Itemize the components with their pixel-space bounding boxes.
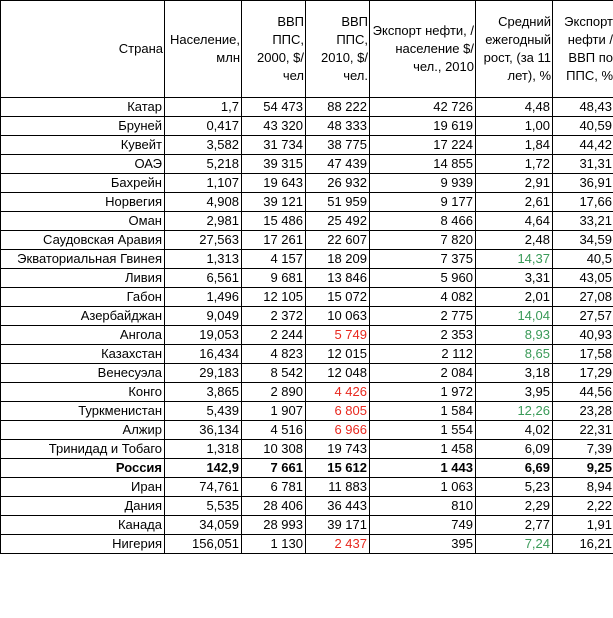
oil-export-share-cell: 9,25 (553, 459, 613, 478)
table-row (1, 383, 613, 402)
country-cell: Дания (1, 497, 165, 516)
gdp-2000-cell: 15 486 (242, 212, 306, 231)
country-cell: Бруней (1, 117, 165, 136)
avg-growth-cell: 3,18 (476, 364, 553, 383)
oil-export-per-capita-cell: 1 063 (370, 478, 476, 497)
gdp-2010-cell: 15 072 (306, 288, 370, 307)
gdp-2000-cell: 12 105 (242, 288, 306, 307)
oil-export-per-capita-cell: 14 855 (370, 155, 476, 174)
table-row (1, 516, 613, 535)
country-cell: Тринидад и Тобаго (1, 440, 165, 459)
table-row (1, 117, 613, 136)
country-cell: Нигерия (1, 535, 165, 554)
avg-growth-cell: 2,61 (476, 193, 553, 212)
avg-growth-cell: 5,23 (476, 478, 553, 497)
oil-export-share-cell: 44,56 (553, 383, 613, 402)
gdp-2010-cell: 47 439 (306, 155, 370, 174)
oil-export-per-capita-cell: 42 726 (370, 98, 476, 117)
oil-export-share-cell: 36,91 (553, 174, 613, 193)
oil-export-share-cell: 17,66 (553, 193, 613, 212)
table-row (1, 269, 613, 288)
gdp-2000-cell: 7 661 (242, 459, 306, 478)
oil-export-per-capita-cell: 395 (370, 535, 476, 554)
table-row (1, 212, 613, 231)
avg-growth-cell: 4,64 (476, 212, 553, 231)
avg-growth-cell: 1,84 (476, 136, 553, 155)
table-row (1, 421, 613, 440)
avg-growth-cell: 8,93 (476, 326, 553, 345)
gdp-2010-cell: 26 932 (306, 174, 370, 193)
country-cell: Саудовская Аравия (1, 231, 165, 250)
oil-export-per-capita-cell: 7 375 (370, 250, 476, 269)
gdp-2000-cell: 9 681 (242, 269, 306, 288)
country-cell: Ливия (1, 269, 165, 288)
avg-growth-cell: 2,48 (476, 231, 553, 250)
avg-growth-cell: 4,02 (476, 421, 553, 440)
country-cell: Катар (1, 98, 165, 117)
oil-export-share-cell: 23,28 (553, 402, 613, 421)
gdp-2010-cell: 11 883 (306, 478, 370, 497)
population-cell: 29,183 (165, 364, 242, 383)
gdp-2000-cell: 1 907 (242, 402, 306, 421)
gdp-2000-cell: 54 473 (242, 98, 306, 117)
gdp-2010-cell: 6 966 (306, 421, 370, 440)
table-row (1, 193, 613, 212)
oil-export-per-capita-cell: 2 353 (370, 326, 476, 345)
table-row (1, 345, 613, 364)
gdp-2010-cell: 36 443 (306, 497, 370, 516)
oil-export-per-capita-cell: 8 466 (370, 212, 476, 231)
table-row (1, 288, 613, 307)
oil-export-per-capita-cell: 1 443 (370, 459, 476, 478)
gdp-2000-cell: 4 516 (242, 421, 306, 440)
country-cell: Туркменистан (1, 402, 165, 421)
header-avg-growth: Средний ежегодный рост, (за 11 лет), % (476, 1, 553, 98)
table-row (1, 98, 613, 117)
table-row (1, 326, 613, 345)
population-cell: 3,582 (165, 136, 242, 155)
oil-export-share-cell: 8,94 (553, 478, 613, 497)
oil-export-share-cell: 40,93 (553, 326, 613, 345)
avg-growth-cell: 3,95 (476, 383, 553, 402)
table-row (1, 440, 613, 459)
oil-export-share-cell: 1,91 (553, 516, 613, 535)
avg-growth-cell: 14,37 (476, 250, 553, 269)
oil-export-per-capita-cell: 9 177 (370, 193, 476, 212)
country-cell: Канада (1, 516, 165, 535)
population-cell: 5,218 (165, 155, 242, 174)
avg-growth-cell: 6,09 (476, 440, 553, 459)
gdp-2000-cell: 2 372 (242, 307, 306, 326)
oil-export-share-cell: 22,31 (553, 421, 613, 440)
population-cell: 1,7 (165, 98, 242, 117)
population-cell: 74,761 (165, 478, 242, 497)
table-row (1, 155, 613, 174)
gdp-2000-cell: 28 993 (242, 516, 306, 535)
gdp-2010-cell: 5 749 (306, 326, 370, 345)
gdp-2010-cell: 2 437 (306, 535, 370, 554)
avg-growth-cell: 14,04 (476, 307, 553, 326)
avg-growth-cell: 2,77 (476, 516, 553, 535)
country-cell: ОАЭ (1, 155, 165, 174)
oil-export-per-capita-cell: 1 554 (370, 421, 476, 440)
avg-growth-cell: 2,01 (476, 288, 553, 307)
population-cell: 156,051 (165, 535, 242, 554)
country-cell: Бахрейн (1, 174, 165, 193)
gdp-2000-cell: 43 320 (242, 117, 306, 136)
gdp-2000-cell: 10 308 (242, 440, 306, 459)
avg-growth-cell: 2,91 (476, 174, 553, 193)
header-country: Страна (1, 1, 165, 98)
population-cell: 36,134 (165, 421, 242, 440)
gdp-2010-cell: 19 743 (306, 440, 370, 459)
population-cell: 1,313 (165, 250, 242, 269)
oil-export-share-cell: 7,39 (553, 440, 613, 459)
population-cell: 1,107 (165, 174, 242, 193)
gdp-2000-cell: 28 406 (242, 497, 306, 516)
population-cell: 3,865 (165, 383, 242, 402)
gdp-2010-cell: 25 492 (306, 212, 370, 231)
header-population: Население, млн (165, 1, 242, 98)
population-cell: 19,053 (165, 326, 242, 345)
gdp-2010-cell: 4 426 (306, 383, 370, 402)
gdp-2000-cell: 39 121 (242, 193, 306, 212)
gdp-2000-cell: 17 261 (242, 231, 306, 250)
avg-growth-cell: 1,00 (476, 117, 553, 136)
gdp-2000-cell: 31 734 (242, 136, 306, 155)
population-cell: 142,9 (165, 459, 242, 478)
avg-growth-cell: 1,72 (476, 155, 553, 174)
table-row (1, 307, 613, 326)
table-row (1, 250, 613, 269)
header-gdp-2010: ВВП ППС, 2010, $/чел. (306, 1, 370, 98)
gdp-2000-cell: 4 823 (242, 345, 306, 364)
oil-export-share-cell: 27,57 (553, 307, 613, 326)
gdp-2010-cell: 38 775 (306, 136, 370, 155)
oil-export-per-capita-cell: 810 (370, 497, 476, 516)
oil-export-share-cell: 48,43 (553, 98, 613, 117)
gdp-2010-cell: 6 805 (306, 402, 370, 421)
oil-export-per-capita-cell: 1 584 (370, 402, 476, 421)
oil-export-share-cell: 34,59 (553, 231, 613, 250)
country-cell: Азербайджан (1, 307, 165, 326)
gdp-2000-cell: 39 315 (242, 155, 306, 174)
header-oil-export-per-capita: Экспорт нефти, /население $/чел., 2010 (370, 1, 476, 98)
table-row (1, 535, 613, 554)
oil-export-per-capita-cell: 19 619 (370, 117, 476, 136)
table-row (1, 364, 613, 383)
population-cell: 1,496 (165, 288, 242, 307)
country-cell: Оман (1, 212, 165, 231)
gdp-2010-cell: 12 048 (306, 364, 370, 383)
country-cell: Экваториальная Гвинея (1, 250, 165, 269)
oil-export-share-cell: 17,58 (553, 345, 613, 364)
avg-growth-cell: 3,31 (476, 269, 553, 288)
avg-growth-cell: 6,69 (476, 459, 553, 478)
avg-growth-cell: 2,29 (476, 497, 553, 516)
oil-export-share-cell: 43,05 (553, 269, 613, 288)
table-row (1, 174, 613, 193)
population-cell: 5,535 (165, 497, 242, 516)
oil-export-share-cell: 40,5 (553, 250, 613, 269)
gdp-2000-cell: 4 157 (242, 250, 306, 269)
gdp-2010-cell: 12 015 (306, 345, 370, 364)
gdp-2000-cell: 2 244 (242, 326, 306, 345)
oil-export-per-capita-cell: 5 960 (370, 269, 476, 288)
gdp-2000-cell: 1 130 (242, 535, 306, 554)
table-row (1, 497, 613, 516)
country-cell: Норвегия (1, 193, 165, 212)
gdp-2010-cell: 39 171 (306, 516, 370, 535)
oil-export-share-cell: 33,21 (553, 212, 613, 231)
avg-growth-cell: 7,24 (476, 535, 553, 554)
table-row (1, 459, 613, 478)
table-row (1, 402, 613, 421)
population-cell: 0,417 (165, 117, 242, 136)
gdp-2000-cell: 6 781 (242, 478, 306, 497)
gdp-2000-cell: 8 542 (242, 364, 306, 383)
oil-export-per-capita-cell: 7 820 (370, 231, 476, 250)
oil-export-per-capita-cell: 2 775 (370, 307, 476, 326)
avg-growth-cell: 8,65 (476, 345, 553, 364)
country-cell: Ангола (1, 326, 165, 345)
country-cell: Конго (1, 383, 165, 402)
oil-export-share-cell: 17,29 (553, 364, 613, 383)
oil-export-per-capita-cell: 17 224 (370, 136, 476, 155)
population-cell: 5,439 (165, 402, 242, 421)
oil-export-per-capita-cell: 1 458 (370, 440, 476, 459)
table-row (1, 231, 613, 250)
population-cell: 16,434 (165, 345, 242, 364)
table-row (1, 478, 613, 497)
population-cell: 27,563 (165, 231, 242, 250)
gdp-2000-cell: 19 643 (242, 174, 306, 193)
population-cell: 34,059 (165, 516, 242, 535)
population-cell: 2,981 (165, 212, 242, 231)
table-row (1, 136, 613, 155)
oil-export-share-cell: 27,08 (553, 288, 613, 307)
gdp-2010-cell: 13 846 (306, 269, 370, 288)
oil-export-share-cell: 44,42 (553, 136, 613, 155)
country-cell: Казахстан (1, 345, 165, 364)
oil-export-per-capita-cell: 749 (370, 516, 476, 535)
gdp-2010-cell: 22 607 (306, 231, 370, 250)
header-oil-export-share: Экспорт нефти / ВВП по ППС, % (553, 1, 613, 98)
gdp-2010-cell: 88 222 (306, 98, 370, 117)
oil-export-per-capita-cell: 4 082 (370, 288, 476, 307)
oil-export-per-capita-cell: 1 972 (370, 383, 476, 402)
oil-export-share-cell: 31,31 (553, 155, 613, 174)
population-cell: 4,908 (165, 193, 242, 212)
oil-export-share-cell: 2,22 (553, 497, 613, 516)
gdp-2010-cell: 10 063 (306, 307, 370, 326)
header-gdp-2000: ВВП ППС, 2000, $/чел (242, 1, 306, 98)
avg-growth-cell: 4,48 (476, 98, 553, 117)
population-cell: 9,049 (165, 307, 242, 326)
oil-export-share-cell: 40,59 (553, 117, 613, 136)
oil-export-per-capita-cell: 2 112 (370, 345, 476, 364)
country-cell: Габон (1, 288, 165, 307)
avg-growth-cell: 12,26 (476, 402, 553, 421)
population-cell: 1,318 (165, 440, 242, 459)
gdp-2010-cell: 48 333 (306, 117, 370, 136)
gdp-2010-cell: 15 612 (306, 459, 370, 478)
country-cell: Венесуэла (1, 364, 165, 383)
country-cell: Кувейт (1, 136, 165, 155)
country-cell: Иран (1, 478, 165, 497)
header-row (1, 1, 613, 98)
oil-export-share-cell: 16,21 (553, 535, 613, 554)
oil-export-per-capita-cell: 9 939 (370, 174, 476, 193)
country-cell: Алжир (1, 421, 165, 440)
gdp-2010-cell: 51 959 (306, 193, 370, 212)
country-cell: Россия (1, 459, 165, 478)
population-cell: 6,561 (165, 269, 242, 288)
gdp-2000-cell: 2 890 (242, 383, 306, 402)
gdp-2010-cell: 18 209 (306, 250, 370, 269)
oil-export-per-capita-cell: 2 084 (370, 364, 476, 383)
